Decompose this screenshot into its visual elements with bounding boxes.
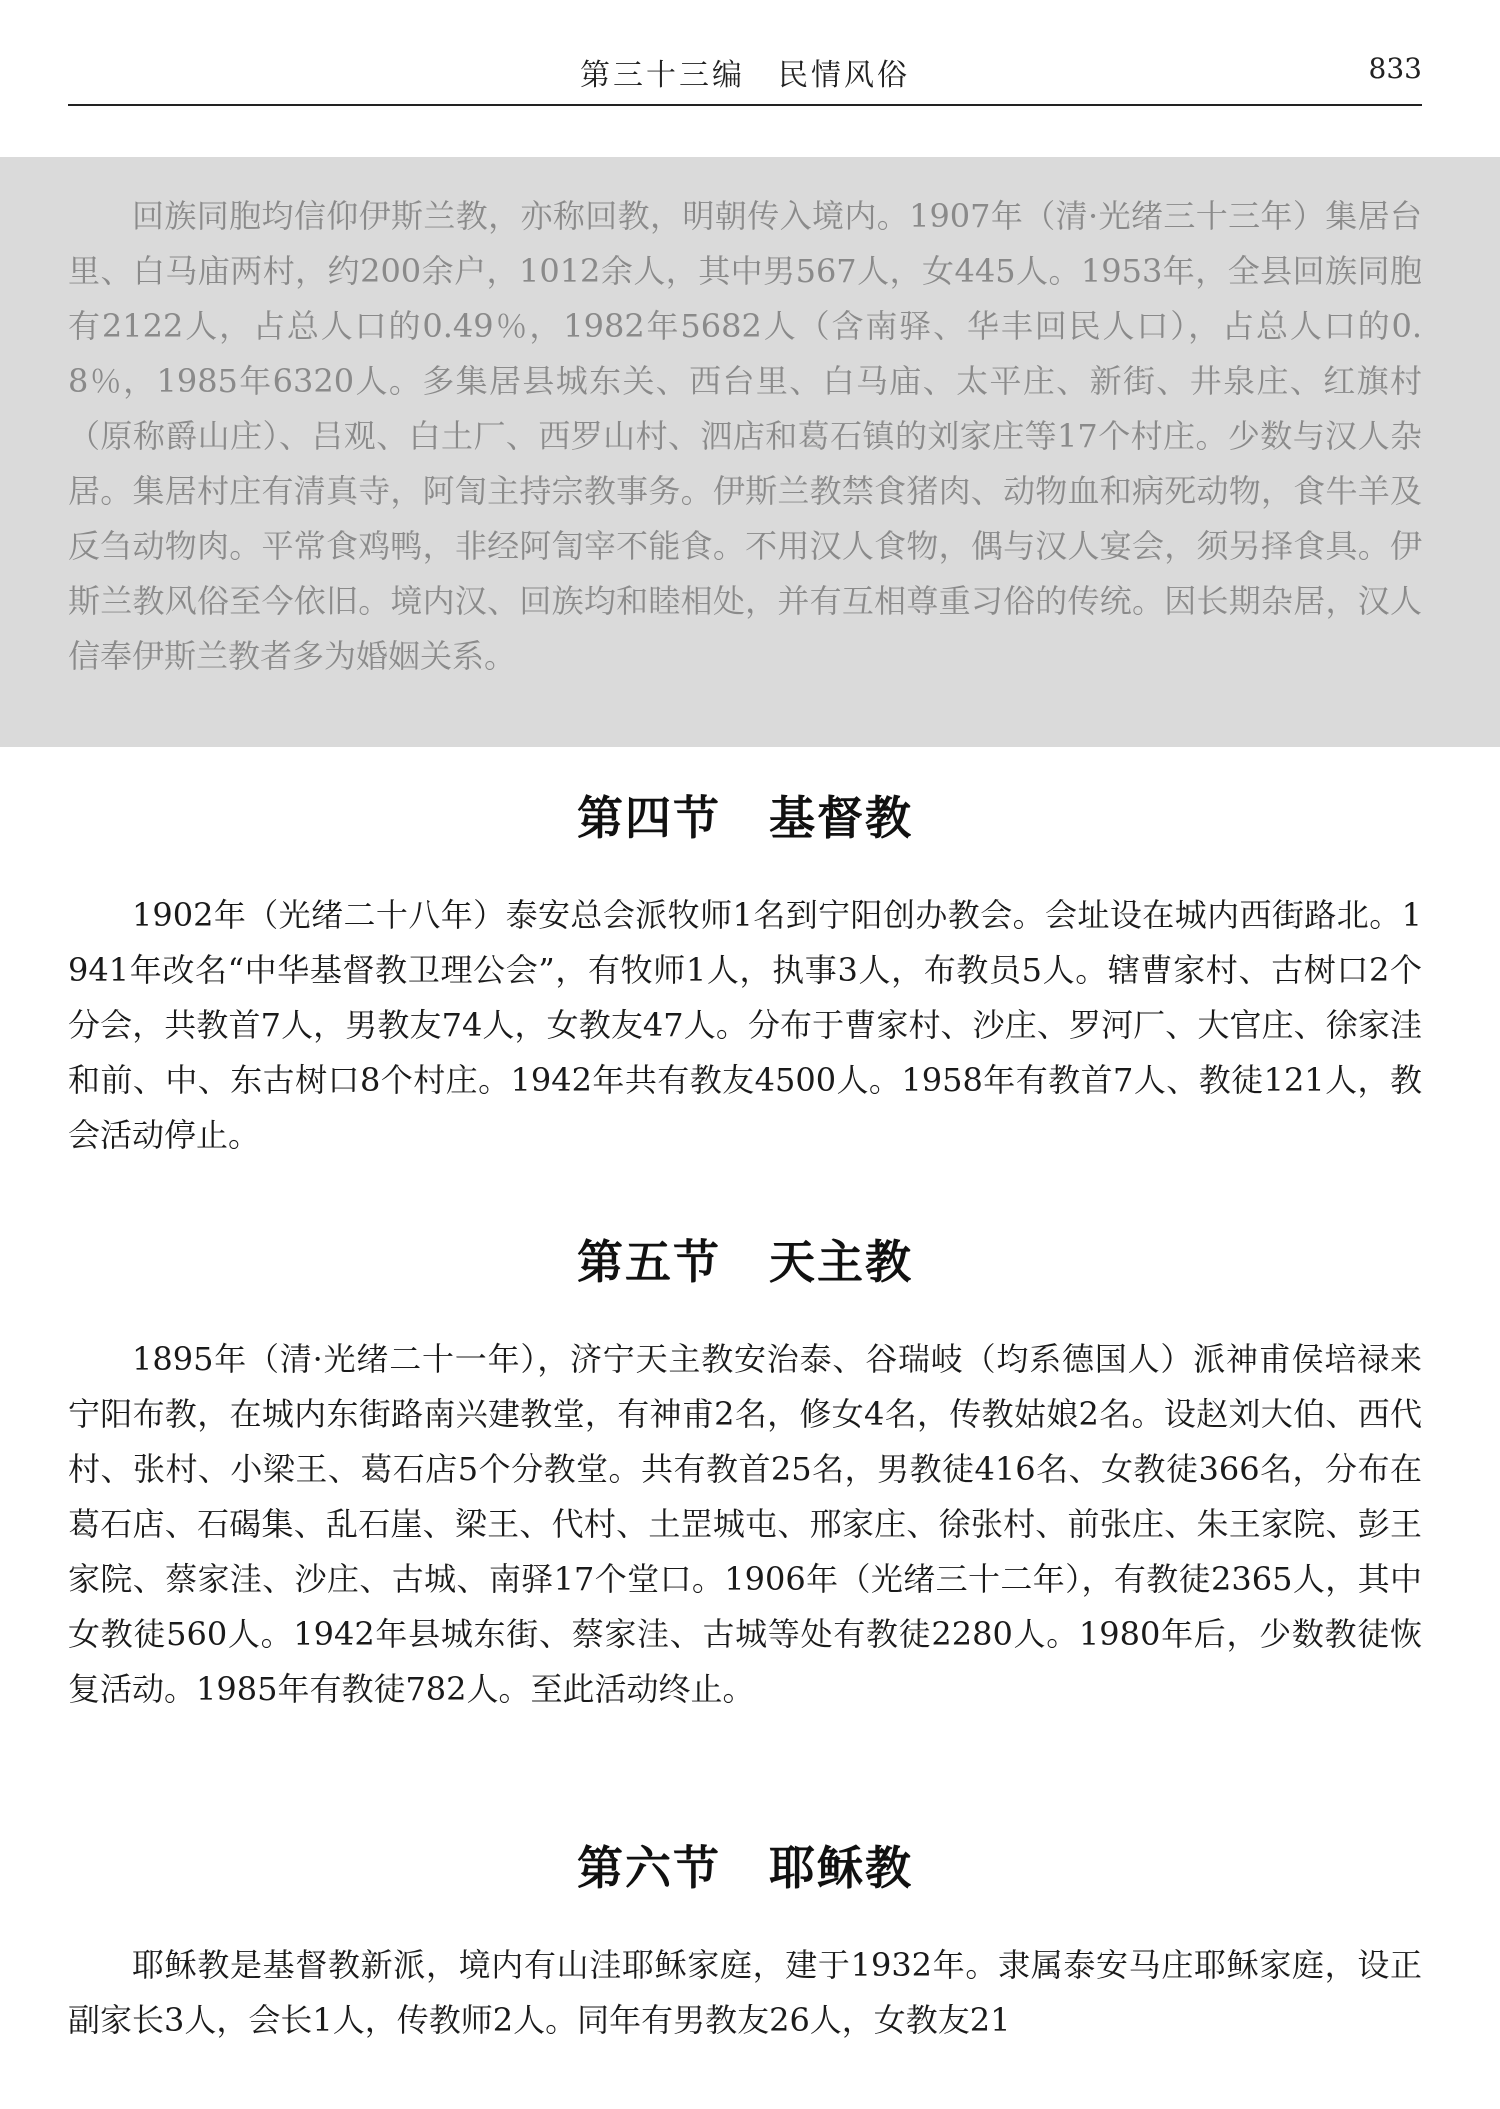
paragraph-christianity: 1902年（光绪二十八年）泰安总会派牧师1名到宁阳创办教会。会址设在城内西街路北。1941年改名“中华基督教卫理公会”，有牧师1人，执事3人，布教员5人。辖曹家村、古树口2个分会，共教首7人，男教友74人，女教友47人。分布于曹家村、沙庄、罗河厂、大官庄、徐家洼和前、中、东古树口8个村庄。1942年共有教友4500人。1958年有教首7人、教徒121人，教会活动停止。 [68, 896, 1422, 1154]
page-header [68, 40, 1422, 106]
section-heading-jesus-family: 第六节 耶稣教 [577, 1841, 913, 1895]
intro-text-container [68, 189, 1422, 684]
section-jesus-family [68, 1832, 1422, 2039]
section-heading-catholicism: 第五节 天主教 [577, 1235, 913, 1289]
page-number: 833 [1368, 52, 1422, 85]
paragraph-catholicism: 1895年（清·光绪二十一年），济宁天主教安治泰、谷瑞岐（均系德国人）派神甫侯培禄来宁阳布教，在城内东街路南兴建教堂，有神甫2名，修女4名，传教姑娘2名。设赵刘大伯、西代村、张村、小梁王、葛石店5个分教堂。共有教首25名，男教徒416名、女教徒366名，分布在葛石店、石碣集、乱石崖、梁王、代村、土罡城屯、邢家庄、徐张村、前张庄、朱王家院、彭王家院、蔡家洼、沙庄、古城、南驿17个堂口。1906年（光绪三十二年），有教徒2365人，其中女教徒560人。1942年县城东街、蔡家洼、古城等处有教徒2280人。1980年后，少数教徒恢复活动。1985年有教徒782人。至此活动终止。 [68, 1340, 1422, 1708]
section-catholicism [68, 1226, 1422, 1708]
intro-paragraph: 回族同胞均信仰伊斯兰教，亦称回教，明朝传入境内。1907年（清·光绪三十三年）集居台里、白马庙两村，约200余户，1012余人，其中男567人，女445人。1953年，全县回族同胞有2122人，占总人口的0.49％，1982年5682人（含南驿、华丰回民人口），占总人口的0.8％，1985年6320人。多集居县城东关、西台里、白马庙、太平庄、新街、井泉庄、红旗村（原称爵山庄）、吕观、白土厂、西罗山村、泗店和葛石镇的刘家庄等17个村庄。少数与汉人杂居。集居村庄有清真寺，阿訇主持宗教事务。伊斯兰教禁食猪肉、动物血和病死动物，食牛羊及反刍动物肉。平常食鸡鸭，非经阿訇宰不能食。不用汉人食物，偶与汉人宴会，须另择食具。伊斯兰教风俗至今依旧。境内汉、回族均和睦相处，并有互相尊重习俗的传统。因长期杂居，汉人信奉伊斯兰教者多为婚姻关系。 [68, 197, 1422, 675]
section-body-catholicism [68, 1332, 1422, 1717]
section-heading-christianity: 第四节 基督教 [577, 791, 913, 845]
section-body-christianity [68, 888, 1422, 1163]
section-christianity [68, 782, 1422, 1154]
paragraph-jesus-family: 耶稣教是基督教新派，境内有山洼耶稣家庭，建于1932年。隶属泰安马庄耶稣家庭，设正副家长3人，会长1人，传教师2人。同年有男教友26人，女教友21 [68, 1946, 1422, 2039]
section-body-jesus-family [68, 1938, 1422, 2048]
highlighted-paragraph-block [0, 157, 1500, 747]
running-head-title: 第三十三编 民情风俗 [580, 58, 910, 93]
